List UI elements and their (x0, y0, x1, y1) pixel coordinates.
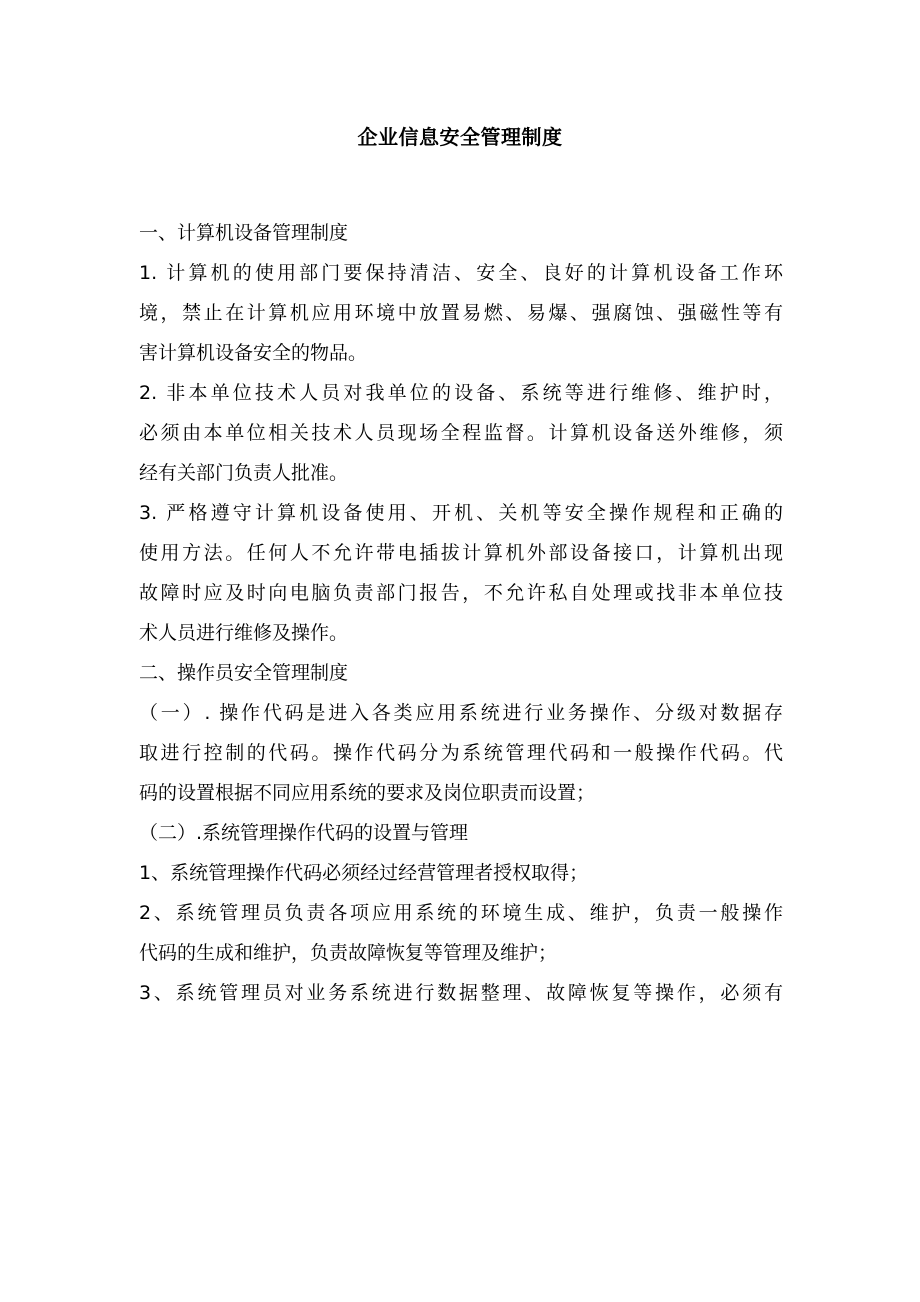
paragraph-line: 码的设置根据不同应用系统的要求及岗位职责而设置； (139, 782, 596, 804)
paragraph-line: 使用方法。任何人不允许带电插拔计算机外部设备接口，计算机出现 (139, 542, 783, 564)
paragraph-line: 必须由本单位相关技术人员现场全程监督。计算机设备送外维修，须 (139, 422, 783, 444)
paragraph-line: 代码的生成和维护，负责故障恢复等管理及维护； (139, 942, 558, 964)
paragraph-line: 3、系统管理员对业务系统进行数据整理、故障恢复等操作，必须有 (139, 982, 783, 1004)
paragraph-line: 境，禁止在计算机应用环境中放置易燃、易爆、强腐蚀、强磁性等有 (139, 302, 783, 324)
section-heading: 一、计算机设备管理制度 (139, 222, 349, 244)
section-heading: 二、操作员安全管理制度 (139, 662, 349, 684)
paragraph-line: 经有关部门负责人批准。 (139, 462, 349, 484)
paragraph-line: 2. 非本单位技术人员对我单位的设备、系统等进行维修、维护时， (139, 382, 783, 404)
paragraph-line: 取进行控制的代码。操作代码分为系统管理代码和一般操作代码。代 (139, 742, 783, 764)
subsection-heading: （二）.系统管理操作代码的设置与管理 (139, 822, 469, 844)
paragraph-line: 2、系统管理员负责各项应用系统的环境生成、维护，负责一般操作 (139, 902, 783, 924)
document-body (139, 213, 783, 1013)
paragraph-line: 术人员进行维修及操作。 (139, 622, 349, 644)
paragraph-line: 故障时应及时向电脑负责部门报告，不允许私自处理或找非本单位技 (139, 582, 783, 604)
paragraph-line: 3. 严格遵守计算机设备使用、开机、关机等安全操作规程和正确的 (139, 502, 783, 524)
paragraph-line: 1. 计算机的使用部门要保持清洁、安全、良好的计算机设备工作环 (139, 262, 783, 284)
paragraph-line: 1、系统管理操作代码必须经过经营管理者授权取得； (139, 862, 589, 884)
document-title: 企业信息安全管理制度 (357, 125, 563, 149)
paragraph-line: （一）. 操作代码是进入各类应用系统进行业务操作、分级对数据存 (139, 702, 783, 724)
paragraph-line: 害计算机设备安全的物品。 (139, 342, 368, 364)
